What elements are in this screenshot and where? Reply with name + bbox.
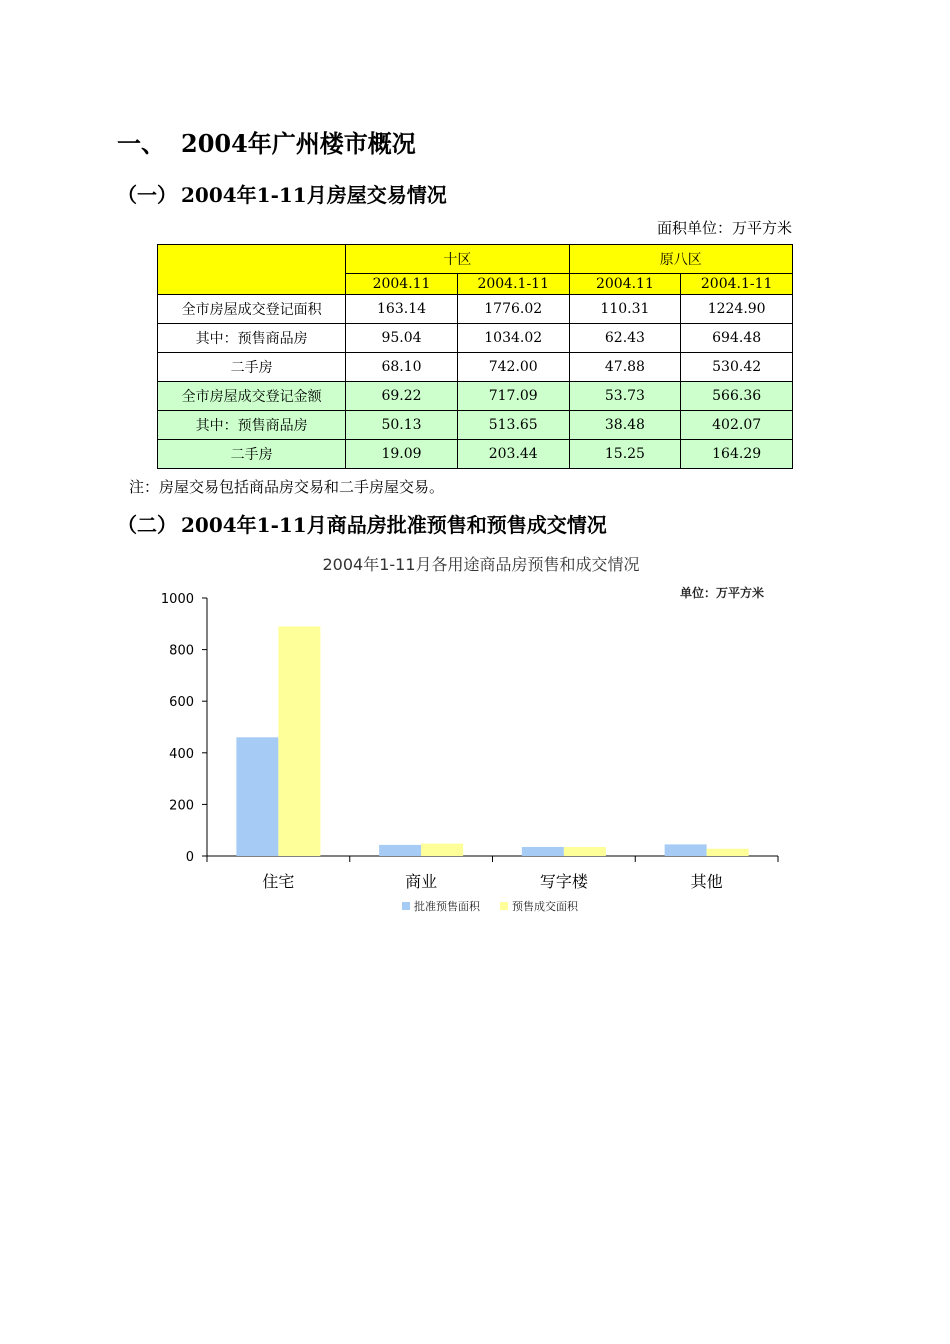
- y-axis: [161, 592, 207, 865]
- period-header: 2004.11: [569, 274, 681, 295]
- cell-value: 50.13: [346, 411, 458, 440]
- y-tick-label: 200: [169, 798, 194, 814]
- transaction-table: [157, 244, 793, 469]
- cell-value: 69.22: [346, 382, 458, 411]
- cell-value: 742.00: [457, 353, 569, 382]
- section-title: 2004年1-11月商品房批准预售和预售成交情况: [181, 513, 607, 537]
- table-row: [158, 353, 793, 382]
- bar-sold: [707, 849, 749, 856]
- cell-value: 95.04: [346, 324, 458, 353]
- cell-value: 717.09: [457, 382, 569, 411]
- cell-value: 19.09: [346, 440, 458, 469]
- section-title: 2004年1-11月房屋交易情况: [181, 183, 447, 207]
- cell-value: 62.43: [569, 324, 681, 353]
- bar-approved: [522, 847, 564, 856]
- cell-value: 110.31: [569, 295, 681, 324]
- section-number: （二）: [117, 513, 177, 537]
- bar-sold: [278, 626, 320, 856]
- area-unit-note: 面积单位：万平方米: [656, 219, 792, 237]
- main-heading: [117, 124, 416, 159]
- table-row: [158, 324, 793, 353]
- legend-swatch: [500, 902, 508, 910]
- bar-approved: [236, 737, 278, 856]
- legend-label: 预售成交面积: [512, 900, 578, 913]
- row-label: 全市房屋成交登记面积: [158, 295, 346, 324]
- cell-value: 1034.02: [457, 324, 569, 353]
- bar-sold: [564, 847, 606, 856]
- group-header: 十区: [346, 245, 569, 274]
- cell-value: 1776.02: [457, 295, 569, 324]
- y-tick-label: 400: [169, 746, 194, 762]
- cell-value: 164.29: [681, 440, 793, 469]
- cell-value: 566.36: [681, 382, 793, 411]
- group-header: 原八区: [569, 245, 792, 274]
- bar-approved: [665, 844, 707, 856]
- chart-title: 2004年1-11月各用途商品房预售和成交情况: [322, 555, 640, 574]
- cell-value: 38.48: [569, 411, 681, 440]
- cell-value: 1224.90: [681, 295, 793, 324]
- cell-value: 53.73: [569, 382, 681, 411]
- period-header: 2004.1-11: [457, 274, 569, 295]
- y-tick-label: 600: [169, 695, 194, 711]
- bars: [236, 626, 748, 856]
- chart-unit-label: 单位：万平方米: [679, 586, 764, 600]
- section-number: （一）: [117, 183, 177, 207]
- cell-value: 530.42: [681, 353, 793, 382]
- main-heading-number: 一、: [117, 129, 165, 158]
- y-tick-label: 0: [185, 850, 194, 865]
- table-footnote: 注：房屋交易包括商品房交易和二手房屋交易。: [129, 478, 445, 496]
- x-axis: [207, 856, 778, 891]
- table-corner-cell: [158, 245, 346, 295]
- table-row: [158, 411, 793, 440]
- bar-approved: [379, 845, 421, 856]
- row-label: 其中：预售商品房: [158, 411, 346, 440]
- x-tick-label: 其他: [690, 872, 723, 891]
- y-tick-label: 1000: [160, 592, 194, 607]
- cell-value: 163.14: [346, 295, 458, 324]
- period-header: 2004.11: [346, 274, 458, 295]
- legend: [402, 899, 579, 913]
- row-label: 二手房: [158, 440, 346, 469]
- x-tick-label: 商业: [405, 872, 438, 891]
- table-row: [158, 382, 793, 411]
- legend-swatch: [402, 902, 410, 910]
- section-heading-transactions: [117, 179, 447, 208]
- row-label: 其中：预售商品房: [158, 324, 346, 353]
- y-tick-label: 800: [169, 643, 194, 659]
- section-heading-presales: [117, 509, 607, 538]
- x-tick-label: 住宅: [262, 872, 295, 891]
- table-row: [158, 295, 793, 324]
- legend-label: 批准预售面积: [414, 900, 480, 913]
- main-heading-text: 2004年广州楼市概况: [181, 129, 416, 158]
- cell-value: 402.07: [681, 411, 793, 440]
- bar-sold: [421, 844, 463, 856]
- cell-value: 694.48: [681, 324, 793, 353]
- row-label: 全市房屋成交登记金额: [158, 382, 346, 411]
- cell-value: 15.25: [569, 440, 681, 469]
- table-row: [158, 440, 793, 469]
- cell-value: 47.88: [569, 353, 681, 382]
- cell-value: 203.44: [457, 440, 569, 469]
- x-tick-label: 写字楼: [539, 872, 588, 891]
- cell-value: 513.65: [457, 411, 569, 440]
- period-header: 2004.1-11: [681, 274, 793, 295]
- presales-bar-chart: [140, 548, 800, 928]
- row-label: 二手房: [158, 353, 346, 382]
- cell-value: 68.10: [346, 353, 458, 382]
